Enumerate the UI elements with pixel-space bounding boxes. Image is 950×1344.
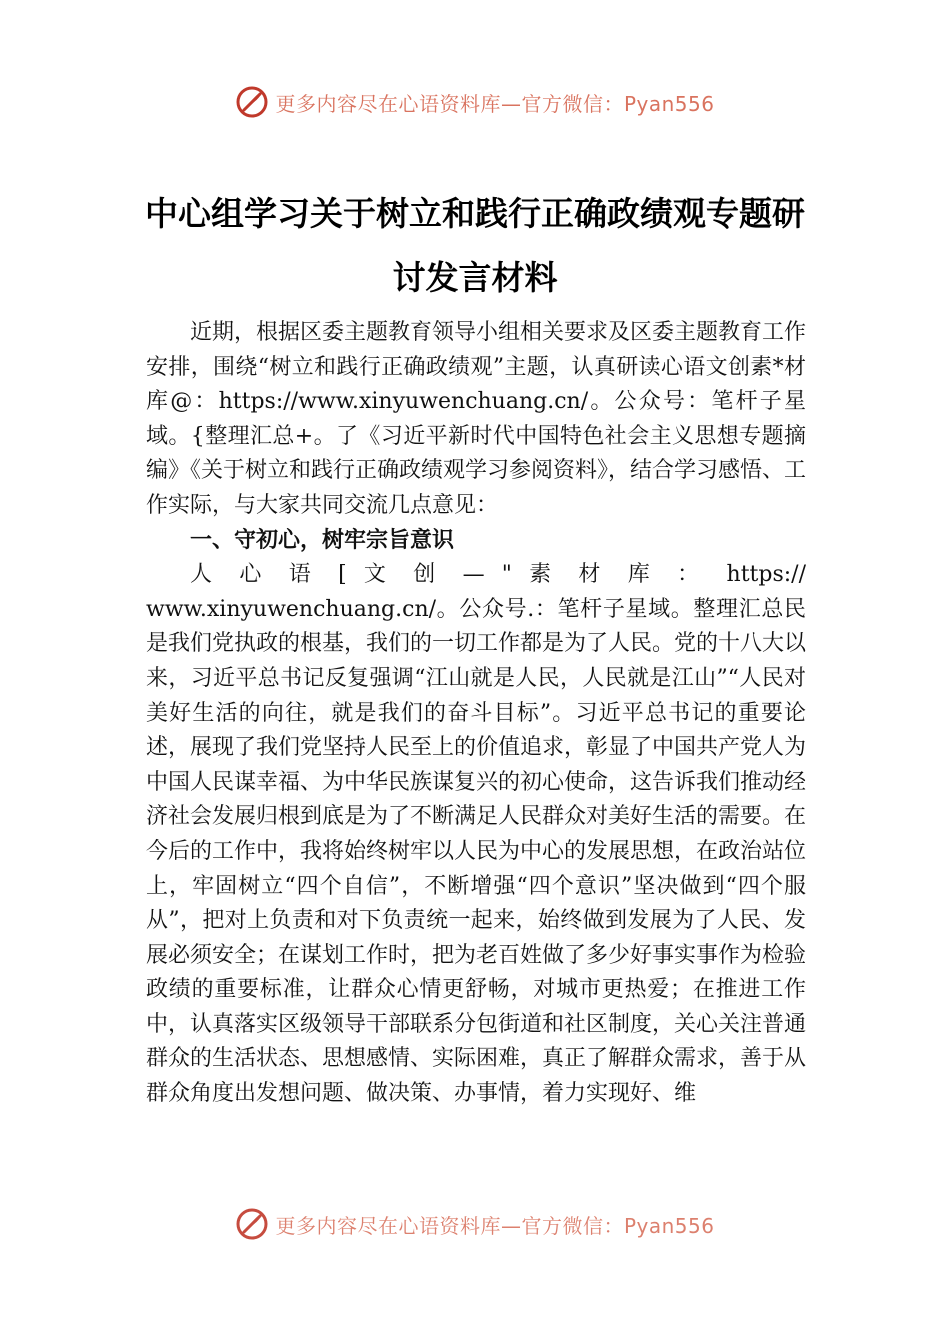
quill-logo-icon bbox=[235, 85, 269, 119]
intro-paragraph: 近期，根据区委主题教育领导小组相关要求及区委主题教育工作安排，围绕“树立和践行正确政绩观”主题，认真研读心语文创素*材库@：https://www.xinyuwenchuang.cn/。公众号：笔杆子星域。{整理汇总+。了《习近平新时代中国特色社会主义思想专题摘编》《关于树立和践行正确政绩观学习参阅资料》，结合学习感悟、工作实际，与大家共同交流几点意见： bbox=[146, 320, 807, 518]
watermark-text: 更多内容尽在心语资料库—官方微信：Pyan556 bbox=[275, 1213, 715, 1238]
watermark-banner-bottom bbox=[0, 1206, 950, 1242]
section-heading-1: 一、守初心，树牢宗旨意识 bbox=[190, 527, 455, 553]
quill-logo-icon bbox=[235, 1207, 269, 1241]
watermark-banner-top bbox=[0, 84, 950, 120]
body-paragraph: www.xinyuwenchuang.cn/。公众号.：笔杆子星域。整理汇总民是我们党执政的根基，我们的一切工作都是为了人民。党的十八大以来，习近平总书记反复强调“江山就是人民，人民就是江山”“人民对美好生活的向往，就是我们的奋斗目标”。习近平总书记的重要论述，展现了我们党坚持人民至上的价值追求，彰显了中国共产党人为中国人民谋幸福、为中华民族谋复兴的初心使命，这告诉我们推动经济社会发展归根到底是为了不断满足人民群众对美好生活的需要。在今后的工作中，我将始终树牢以人民为中心的发展思想，在政治站位上，牢固树立“四个自信”，不断增强“四个意识”坚决做到“四个服从”，把对上负责和对下负责统一起来，始终做到发展为了人民、发展必须安全；在谋划工作时，把为老百姓做了多少好事实事作为检验政绩的重要标准，让群众心情更舒畅，对城市更热爱；在推进工作中，认真落实区级领导干部联系分包街道和社区制度，关心关注普通群众的生活状态、思想感情、实际困难，真正了解群众需求，善于从群众角度出发想问题、做决策、办事情，着力实现好、维 bbox=[146, 596, 807, 1107]
document-title: 中心组学习关于树立和践行正确政绩观专题研讨发言材料 bbox=[145, 194, 805, 297]
document-body bbox=[146, 316, 806, 1112]
watermark-text: 更多内容尽在心语资料库—官方微信：Pyan556 bbox=[275, 91, 715, 116]
body-paragraph-line-1: 人 心 语 [ 文 创 — " 素 材 库 ： https:// bbox=[190, 562, 806, 588]
